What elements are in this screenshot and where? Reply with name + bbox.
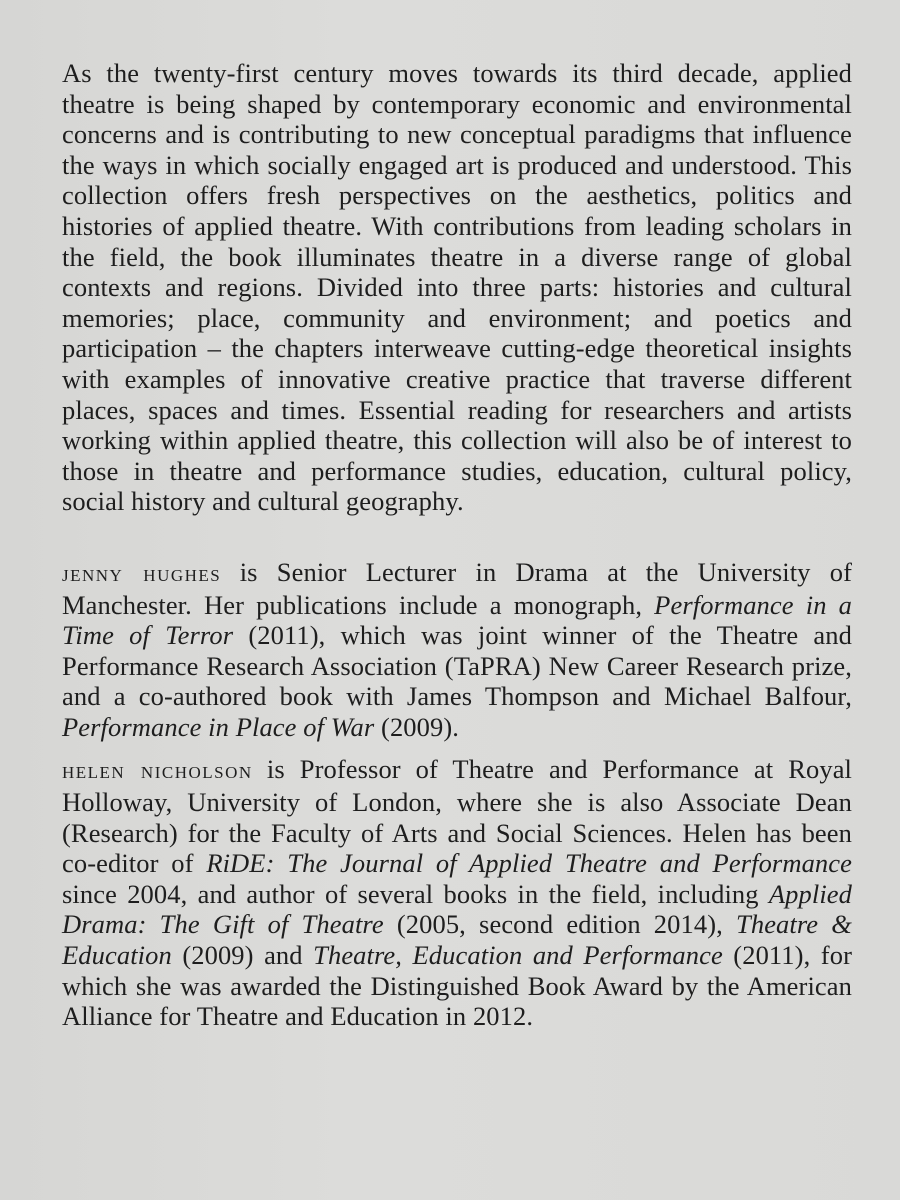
bio-text: (2009) and [171, 940, 314, 971]
book-title: Theatre, Education and Performance [313, 940, 723, 971]
bio-text: is Senior Lecturer in Drama at the University of Manchester. Her publications include a monograph, [62, 556, 853, 620]
bio-text: (2011), for which she was awarded the Distinguished Book Award by the American Alliance for Theatre and Education in 2012. [62, 940, 852, 1032]
author-bio-jenny-hughes [62, 557, 852, 743]
bio-text: (2011), which was joint winner of the Theatre and Performance Research Association (TaPRA) New Career Research prize, and a co-authored book with James Thompson and Michael Balfour, [62, 620, 852, 712]
author-bio-helen-nicholson [62, 754, 852, 1031]
journal-title: RiDE: The Journal of Applied Theatre and Performance [206, 848, 852, 879]
author-name: helen nicholson [62, 758, 253, 785]
book-description: As the twenty-first century moves towards its third decade, applied theatre is being shaped by contemporary economic and environmental concerns and is contributing to new conceptual paradigms that influence the ways in which socially engaged art is produced and understood. This collection offers fresh perspectives on the aesthetics, politics and histories of applied theatre. With contributions from leading scholars in the field, the book illuminates theatre in a diverse range of global contexts and regions. Divided into three parts: histories and cultural memories; place, community and environment; and poetics and participation – the chapters interweave cutting-edge theoretical insights with examples of innovative creative practice that traverse different places, spaces and times. Essential reading for researchers and artists working within applied theatre, this collection will also be of interest to those in theatre and performance studies, education, cultural policy, social history and cultural geography. [62, 58, 852, 517]
book-title: Performance in a Time of Terror [62, 589, 852, 651]
bio-text: (2009). [374, 711, 460, 742]
bio-text: is Professor of Theatre and Performance at Royal Holloway, University of London, where she is also Associate Dean (Research) for the Faculty of Arts and Social Sciences. Helen has been co-editor of [62, 754, 853, 879]
back-cover-text [62, 58, 852, 1044]
book-title: Performance in Place of War [62, 711, 375, 742]
bio-text: since 2004, and author of several books in the field, including [62, 878, 769, 909]
book-title: Applied Drama: The Gift of Theatre [62, 878, 852, 940]
bio-text: (2005, second edition 2014), [383, 909, 736, 940]
book-title: Theatre & Education [62, 909, 853, 971]
author-name: jenny hughes [62, 560, 222, 587]
